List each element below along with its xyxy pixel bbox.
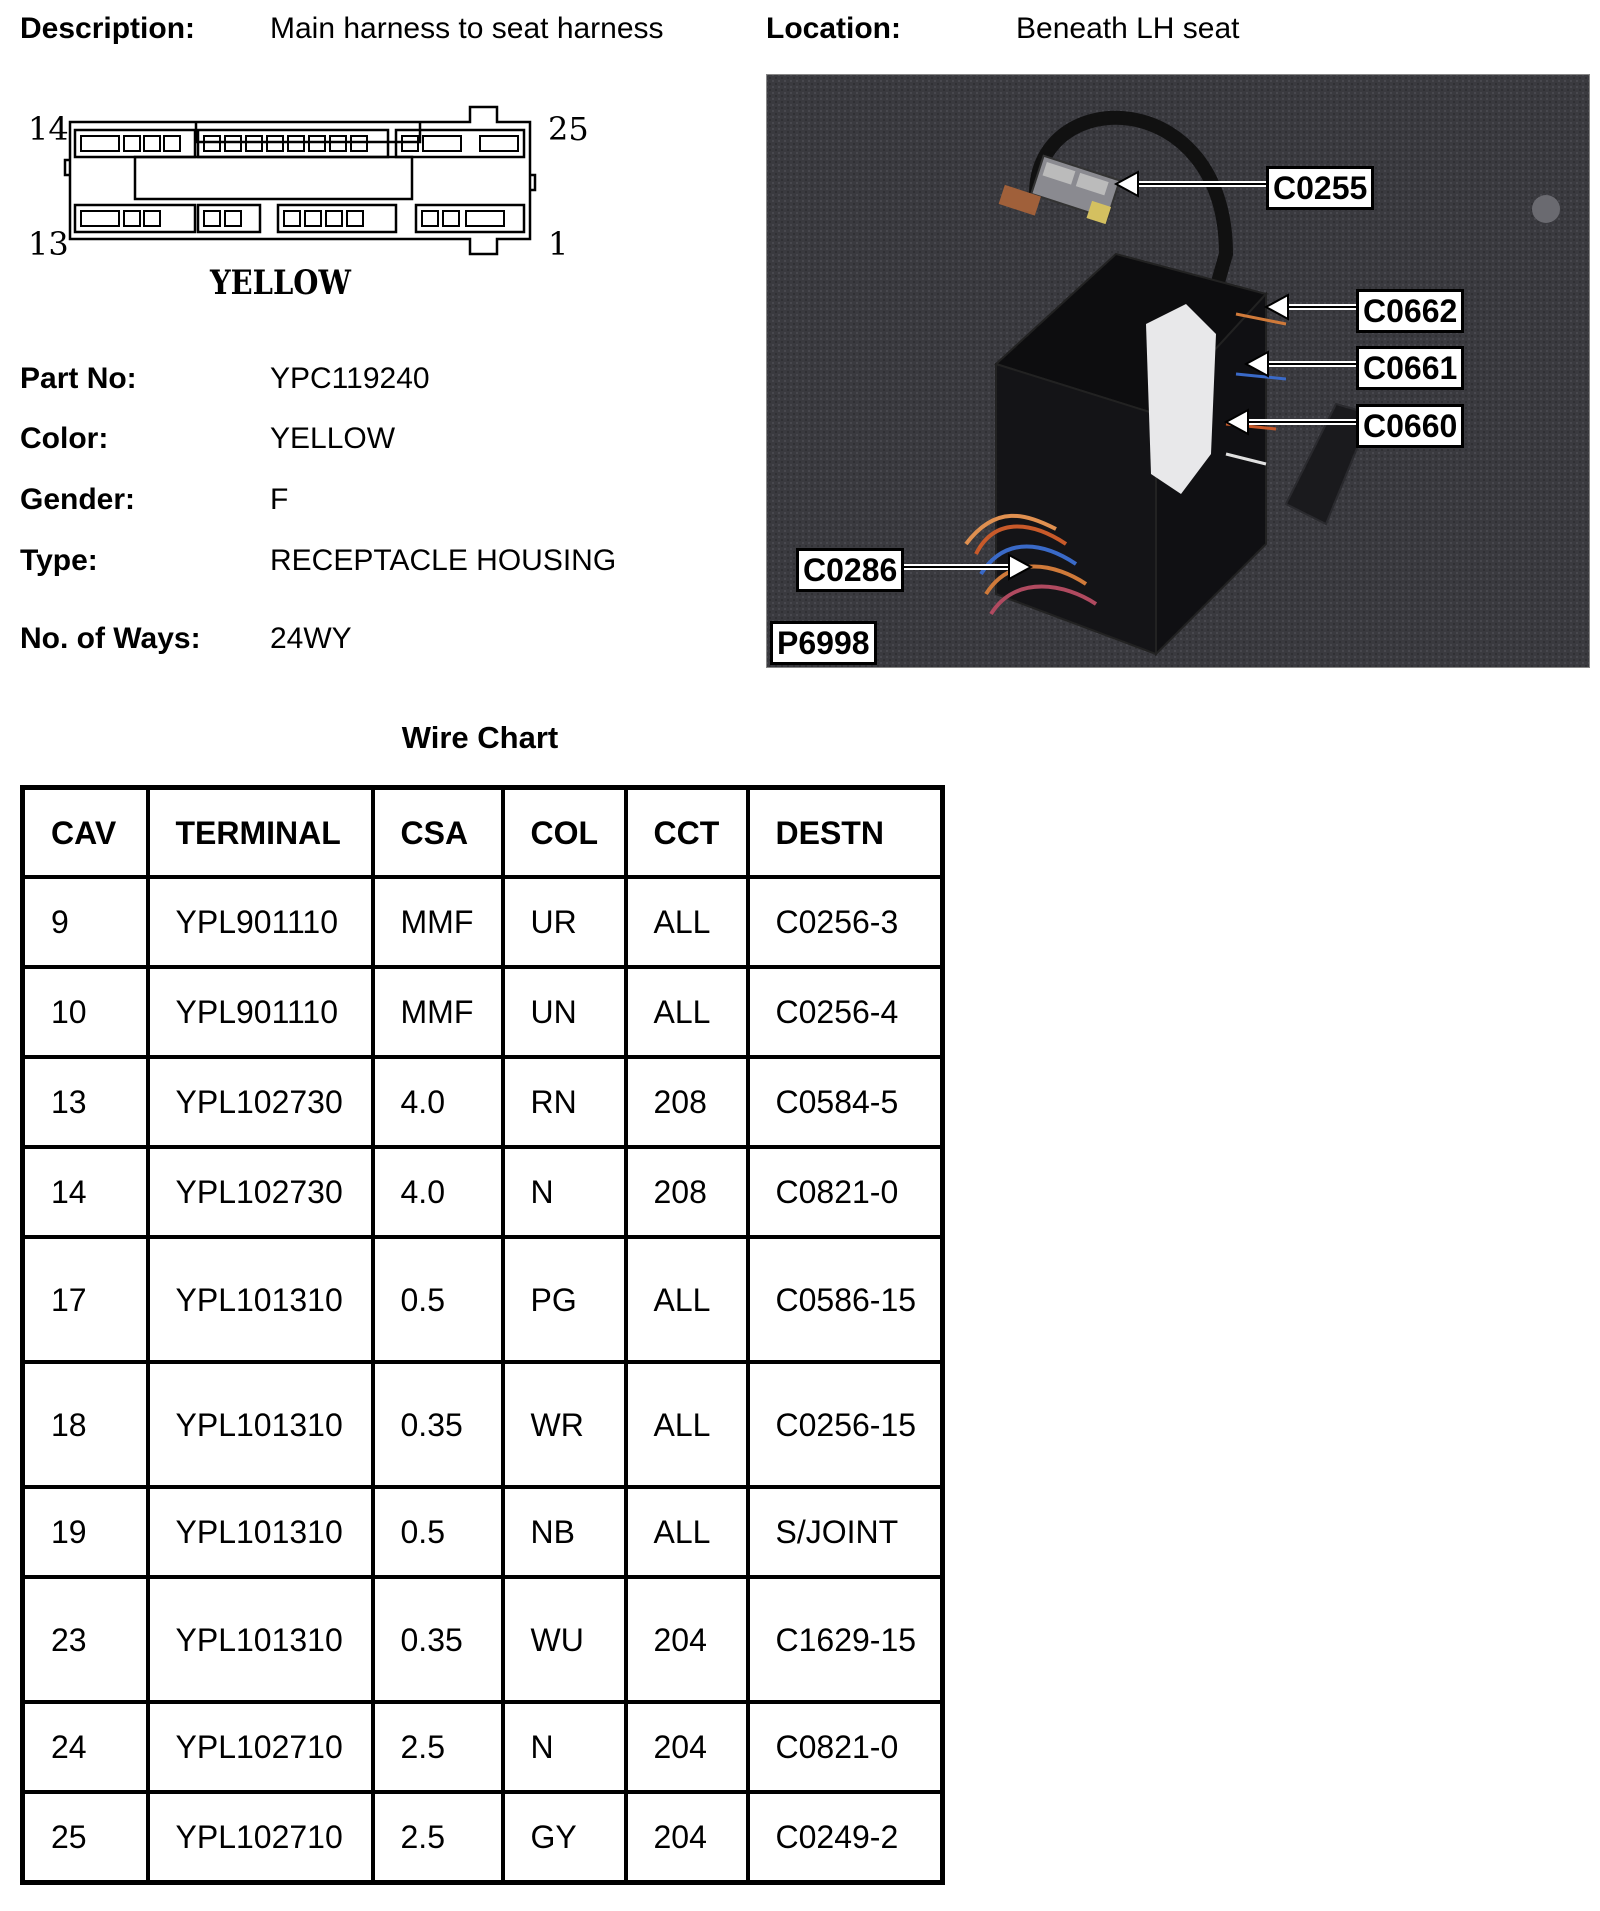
part-no-value: YPC119240 [270, 362, 430, 395]
cell-csa: 4.0 [373, 1057, 503, 1147]
cell-cav: 18 [23, 1362, 148, 1487]
cell-terminal: YPL101310 [148, 1237, 373, 1362]
no-of-ways-value: 24WY [270, 622, 352, 655]
cell-terminal: YPL101310 [148, 1487, 373, 1577]
no-of-ways-label: No. of Ways: [20, 622, 201, 655]
column-header-col: COL [503, 788, 626, 878]
callout-c0255: C0255 [1266, 166, 1374, 210]
type-label: Type: [20, 544, 98, 577]
cell-csa: 0.35 [373, 1362, 503, 1487]
cell-destn: C0821-0 [748, 1147, 943, 1237]
cell-col: N [503, 1702, 626, 1792]
cell-cct: ALL [626, 1237, 748, 1362]
cell-csa: MMF [373, 967, 503, 1057]
callout-c0660: C0660 [1356, 404, 1464, 448]
cell-terminal: YPL102730 [148, 1057, 373, 1147]
cell-cav: 14 [23, 1147, 148, 1237]
cell-cct: 204 [626, 1577, 748, 1702]
table-row [23, 1487, 943, 1577]
cell-csa: 4.0 [373, 1147, 503, 1237]
cell-terminal: YPL101310 [148, 1577, 373, 1702]
cell-cav: 17 [23, 1237, 148, 1362]
cell-col: NB [503, 1487, 626, 1577]
cell-csa: 0.5 [373, 1487, 503, 1577]
location-label: Location: [766, 12, 901, 45]
column-header-destn: DESTN [748, 788, 943, 878]
cell-cct: ALL [626, 1362, 748, 1487]
table-header-row [23, 788, 943, 878]
color-value: YELLOW [270, 422, 396, 455]
cell-cct: 204 [626, 1792, 748, 1883]
callout-c0662: C0662 [1356, 289, 1464, 333]
table-row [23, 1237, 943, 1362]
table-row [23, 1702, 943, 1792]
pin-number-bottom-right: 1 [548, 225, 569, 263]
cell-csa: 0.5 [373, 1237, 503, 1362]
cell-terminal: YPL102710 [148, 1702, 373, 1792]
table-row [23, 877, 943, 967]
cell-cav: 19 [23, 1487, 148, 1577]
photo-id-label: P6998 [770, 621, 877, 665]
table-row [23, 1577, 943, 1702]
table-row [23, 1147, 943, 1237]
cell-col: UR [503, 877, 626, 967]
type-value: RECEPTACLE HOUSING [270, 544, 617, 577]
cell-destn: C0256-4 [748, 967, 943, 1057]
cell-terminal: YPL102710 [148, 1792, 373, 1883]
cell-destn: C1629-15 [748, 1577, 943, 1702]
gender-label: Gender: [20, 483, 136, 516]
color-label: Color: [20, 422, 109, 455]
cell-col: PG [503, 1237, 626, 1362]
connector-color-caption: YELLOW [210, 263, 351, 303]
cell-destn: C0586-15 [748, 1237, 943, 1362]
callout-c0661: C0661 [1356, 346, 1464, 390]
location-photo [766, 74, 1590, 668]
cell-cav: 13 [23, 1057, 148, 1147]
column-header-terminal: TERMINAL [148, 788, 373, 878]
cell-cct: 208 [626, 1147, 748, 1237]
wire-chart-table [20, 785, 945, 1885]
cell-csa: 0.35 [373, 1577, 503, 1702]
pin-number-top-left: 14 [28, 110, 69, 148]
cell-cct: ALL [626, 877, 748, 967]
cell-cav: 10 [23, 967, 148, 1057]
column-header-csa: CSA [373, 788, 503, 878]
cell-terminal: YPL901110 [148, 967, 373, 1057]
cell-destn: C0821-0 [748, 1702, 943, 1792]
cell-csa: MMF [373, 877, 503, 967]
cell-cct: ALL [626, 1487, 748, 1577]
cell-csa: 2.5 [373, 1792, 503, 1883]
callout-c0286: C0286 [796, 548, 904, 592]
cell-terminal: YPL102730 [148, 1147, 373, 1237]
pin-number-bottom-left: 13 [28, 225, 69, 263]
cell-cct: 208 [626, 1057, 748, 1147]
table-row [23, 1362, 943, 1487]
table-row [23, 1057, 943, 1147]
location-value: Beneath LH seat [1016, 12, 1240, 45]
cell-destn: C0584-5 [748, 1057, 943, 1147]
description-label: Description: [20, 12, 196, 45]
cell-destn: C0256-3 [748, 877, 943, 967]
cell-cav: 23 [23, 1577, 148, 1702]
table-row [23, 967, 943, 1057]
cell-terminal: YPL901110 [148, 877, 373, 967]
cell-col: UN [503, 967, 626, 1057]
cell-col: N [503, 1147, 626, 1237]
cell-destn: C0256-15 [748, 1362, 943, 1487]
description-value: Main harness to seat harness [270, 12, 664, 45]
wire-chart-title: Wire Chart [401, 720, 559, 755]
cell-cav: 9 [23, 877, 148, 967]
cell-col: WU [503, 1577, 626, 1702]
cell-col: GY [503, 1792, 626, 1883]
table-row [23, 1792, 943, 1883]
cell-cav: 24 [23, 1702, 148, 1792]
cell-col: RN [503, 1057, 626, 1147]
cell-cct: ALL [626, 967, 748, 1057]
gender-value: F [270, 483, 289, 516]
connector-face-diagram [20, 95, 610, 315]
part-no-label: Part No: [20, 362, 137, 395]
column-header-cct: CCT [626, 788, 748, 878]
cell-csa: 2.5 [373, 1702, 503, 1792]
column-header-cav: CAV [23, 788, 148, 878]
cell-col: WR [503, 1362, 626, 1487]
cell-destn: S/JOINT [748, 1487, 943, 1577]
pin-number-top-right: 25 [548, 110, 589, 148]
cell-destn: C0249-2 [748, 1792, 943, 1883]
cell-cav: 25 [23, 1792, 148, 1883]
cell-cct: 204 [626, 1702, 748, 1792]
cell-terminal: YPL101310 [148, 1362, 373, 1487]
